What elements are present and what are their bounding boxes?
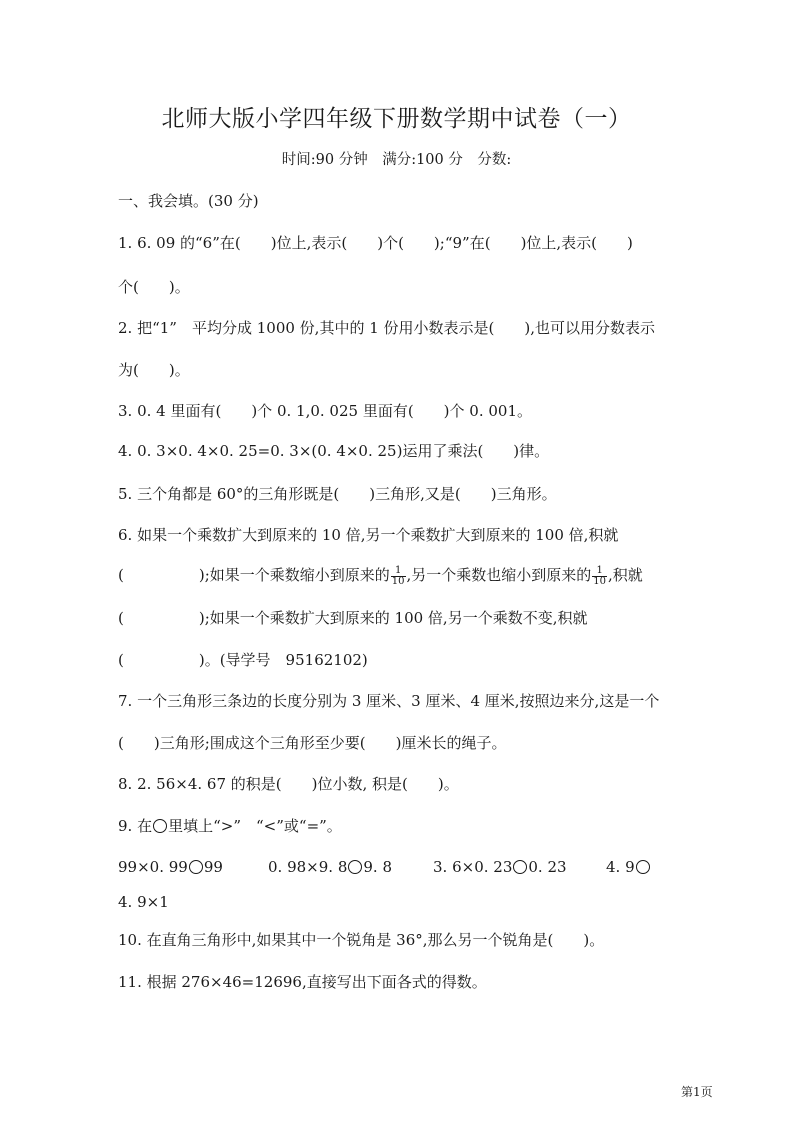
question-6-line-2 [118, 565, 643, 587]
question-8: 8. 2. 56×4. 67 的积是( )位小数, 积是( )。 [118, 775, 459, 793]
question-6-line-4: ( )。(导学号 95162102) [118, 651, 368, 669]
question-7-line-1: 7. 一个三角形三条边的长度分别为 3 厘米、3 厘米、4 厘米,按照边来分,这是一个 [118, 692, 660, 710]
q6-text-a: ( );如果一个乘数缩小到原来的 [118, 566, 390, 584]
question-6-line-1: 6. 如果一个乘数扩大到原来的 10 倍,另一个乘数扩大到原来的 100 倍,积就 [118, 526, 619, 544]
circle-icon [348, 860, 362, 874]
circle-icon [153, 819, 167, 833]
question-9: 9. 在 里填上“>” “<”或“=”。 [118, 817, 342, 835]
circle-icon [513, 860, 527, 874]
question-4: 4. 0. 3×0. 4×0. 25=0. 3×(0. 4×0. 25)运用了乘法( )律。 [118, 442, 550, 460]
circle-icon [189, 860, 203, 874]
compare-item: 99×0. 99 99 [118, 858, 223, 876]
page-number: 第1页 [681, 1085, 713, 1099]
question-3: 3. 0. 4 里面有( )个 0. 1,0. 025 里面有( )个 0. 001。 [118, 402, 532, 420]
page-title: 北师大版小学四年级下册数学期中试卷（一） [161, 106, 632, 132]
section-heading: 一、我会填。(30 分) [118, 192, 259, 210]
question-1-line-1: 1. 6. 09 的“6”在( )位上,表示( )个( );“9”在( )位上,表示( ) [118, 234, 633, 252]
question-9-line-2: 4. 9×1 [118, 893, 169, 911]
question-11: 11. 根据 276×46=12696,直接写出下面各式的得数。 [118, 973, 487, 991]
question-7-line-2: ( )三角形;围成这个三角形至少要( )厘米长的绳子。 [118, 734, 507, 752]
question-1-line-2: 个( )。 [118, 278, 190, 296]
fraction-one-tenth: $\frac{1}{10}$ [391, 564, 405, 587]
q6-text-c: ,积就 [608, 566, 643, 584]
question-10: 10. 在直角三角形中,如果其中一个锐角是 36°,那么另一个锐角是( )。 [118, 931, 605, 949]
compare-item: 3. 6×0. 23 0. 23 [433, 858, 567, 876]
question-6-line-3: ( );如果一个乘数扩大到原来的 100 倍,另一个乘数不变,积就 [118, 609, 588, 627]
question-2-line-2: 为( )。 [118, 361, 190, 379]
fraction-one-tenth: $\frac{1}{10}$ [593, 564, 607, 587]
compare-item: 0. 98×9. 8 9. 8 [268, 858, 392, 876]
exam-meta: 时间:90 分钟 满分:100 分 分数: [281, 152, 512, 168]
compare-item: 4. 9 [606, 857, 651, 877]
circle-icon [636, 860, 650, 874]
q6-text-b: ,另一个乘数也缩小到原来的 [406, 566, 592, 584]
question-2-line-1: 2. 把“1” 平均分成 1000 份,其中的 1 份用小数表示是( ),也可以用分数表示 [118, 319, 655, 337]
question-5: 5. 三个角都是 60°的三角形既是( )三角形,又是( )三角形。 [118, 485, 557, 503]
